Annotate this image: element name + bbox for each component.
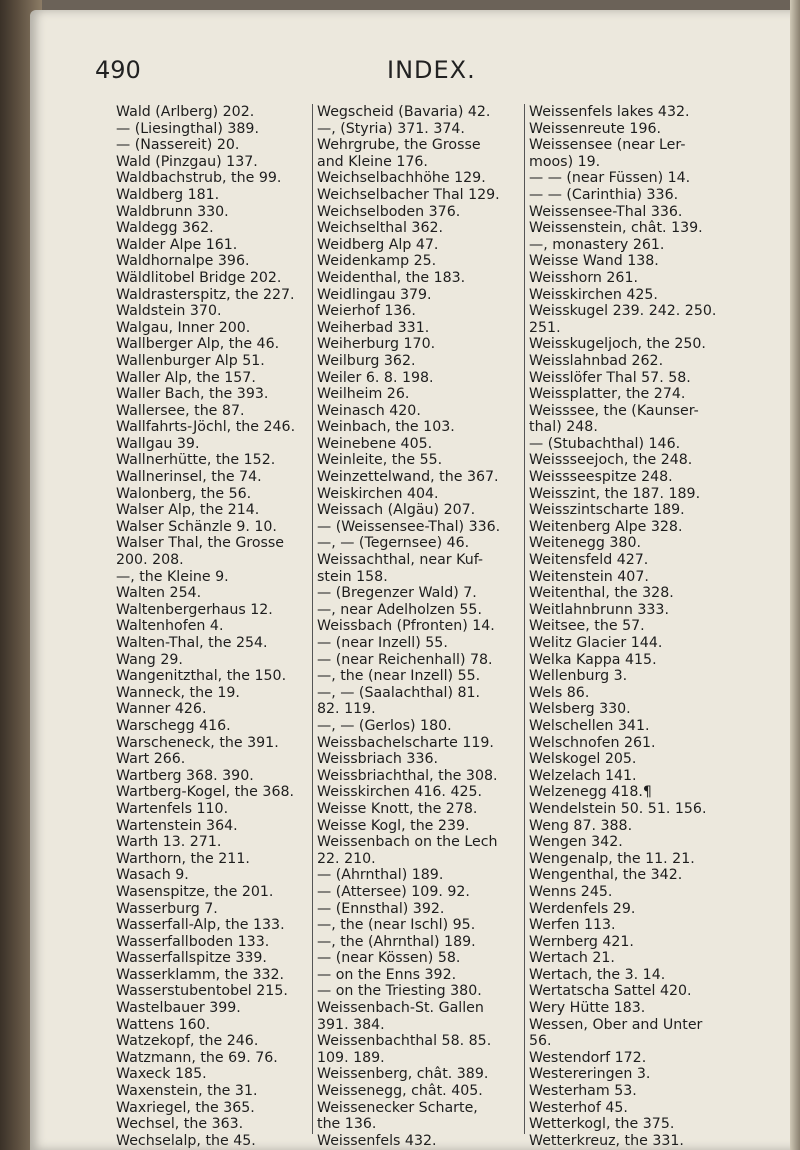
index-entry: Wasserfallboden 133. — [116, 933, 270, 950]
index-entry: 22. 210. — [317, 850, 376, 867]
index-entry: Weitenstein 407. — [529, 568, 649, 585]
index-entry: Wasserfallspitze 339. — [116, 950, 267, 967]
index-entry: Wart 266. — [116, 751, 186, 768]
index-entry: Waller Alp, the 157. — [116, 369, 256, 386]
index-entry: Wertatscha Sattel 420. — [529, 983, 692, 1000]
index-entry: Walser Alp, the 214. — [116, 502, 260, 519]
index-entry: Welskogel 205. — [529, 751, 637, 768]
index-entry: — (Weissensee-Thal) 336. — [317, 518, 501, 535]
index-entry: Weilheim 26. — [317, 386, 410, 403]
index-entry: Weisszint, the 187. 189. — [529, 485, 701, 502]
index-entry: —, the (near Inzell) 55. — [317, 668, 481, 685]
index-entry: Wellenburg 3. — [529, 668, 628, 685]
index-entry: Wertach, the 3. 14. — [529, 966, 666, 983]
index-entry: thal) 248. — [529, 419, 598, 436]
index-entry: Weissenbach-St. Gallen — [317, 1000, 484, 1017]
index-entry: Weichselbachhöhe 129. — [317, 170, 486, 187]
index-entry: Weitsee, the 57. — [529, 618, 645, 635]
index-entry: Waxeck 185. — [116, 1066, 207, 1083]
index-entry: Weidenthal, the 183. — [317, 269, 466, 286]
index-entry: Wengenalp, the 11. 21. — [529, 850, 695, 867]
index-column-2 — [312, 104, 524, 1149]
index-entry: Weisskugel 239. 242. 250. — [529, 303, 717, 320]
index-entry: Wartberg-Kogel, the 368. — [116, 784, 295, 801]
index-entry: 109. 189. — [317, 1049, 385, 1066]
index-entry: 82. 119. — [317, 701, 376, 718]
index-entry: Weisskugeljoch, the 250. — [529, 336, 706, 353]
index-entry: Weissachthal, near Kuf- — [317, 552, 484, 569]
index-entry: and Kleine 176. — [317, 153, 428, 170]
index-entry: Waxriegel, the 365. — [116, 1099, 255, 1116]
index-entry: Watzmann, the 69. 76. — [116, 1049, 278, 1066]
index-entry: — (Nassereit) 20. — [116, 137, 240, 154]
index-entry: Wartenstein 364. — [116, 817, 238, 834]
index-entry: 391. 384. — [317, 1016, 385, 1033]
index-entry: Wasserklamm, the 332. — [116, 966, 285, 983]
index-entry: Waldegg 362. — [116, 220, 214, 237]
index-entry: Wanner 426. — [116, 701, 207, 718]
index-entry: Wessen, Ober and Unter — [529, 1016, 703, 1033]
index-entry: Weichselthal 362. — [317, 220, 444, 237]
index-entry: Warth 13. 271. — [116, 834, 222, 851]
index-entry: stein 158. — [317, 568, 388, 585]
index-entry: Wertach 21. — [529, 950, 615, 967]
index-entry: Weissenfels lakes 432. — [529, 104, 690, 120]
index-entry: —, the (near Ischl) 95. — [317, 917, 476, 934]
index-entry: Weissenbachthal 58. 85. — [317, 1033, 492, 1050]
index-entry: —, — (Saalachthal) 81. — [317, 684, 481, 701]
index-entry: —, the Kleine 9. — [116, 568, 229, 585]
index-entry: Weierhof 136. — [317, 303, 416, 320]
index-entry: Walonberg, the 56. — [116, 485, 252, 502]
index-entry: Werfen 113. — [529, 917, 616, 934]
index-entry: Westereringen 3. — [529, 1066, 651, 1083]
index-entry: — (Ahrnthal) 189. — [317, 867, 444, 884]
index-entry: Weinasch 420. — [317, 402, 421, 419]
index-entry: Welschnofen 261. — [529, 734, 656, 751]
index-entry: Walder Alpe 161. — [116, 236, 238, 253]
index-entry: Waller Bach, the 393. — [116, 386, 269, 403]
index-columns — [100, 104, 790, 1149]
index-entry: Weisse Kogl, the 239. — [317, 817, 470, 834]
index-entry: Wallberger Alp, the 46. — [116, 336, 280, 353]
index-entry: Weissbachelscharte 119. — [317, 734, 494, 751]
index-entry: — (near Kössen) 58. — [317, 950, 461, 967]
index-entry: Wasenspitze, the 201. — [116, 883, 274, 900]
index-entry: Weiherburg 170. — [317, 336, 436, 353]
index-entry: —, the (Ahrnthal) 189. — [317, 933, 476, 950]
index-entry: Weichselboden 376. — [317, 203, 461, 220]
index-entry: Wetterkogl, the 375. — [529, 1116, 675, 1133]
index-entry: Weilburg 362. — [317, 352, 416, 369]
index-entry: Westerham 53. — [529, 1083, 637, 1100]
index-entry: Walten 254. — [116, 585, 202, 602]
index-entry: Welschellen 341. — [529, 717, 650, 734]
index-entry: Weinleite, the 55. — [317, 452, 443, 469]
page-number: 490 — [95, 56, 141, 84]
index-entry: Welka Kappa 415. — [529, 651, 657, 668]
index-entry: the 136. — [317, 1116, 377, 1133]
index-entry: — — (near Füssen) 14. — [529, 170, 691, 187]
index-entry: Wegscheid (Bavaria) 42. — [317, 104, 491, 120]
index-entry: Weng 87. 388. — [529, 817, 633, 834]
running-head: INDEX. — [387, 56, 476, 84]
index-entry: Weissbriach 336. — [317, 751, 439, 768]
index-entry: 200. 208. — [116, 552, 184, 569]
index-entry: Weisskirchen 425. — [529, 286, 658, 303]
index-entry: — (Ennsthal) 392. — [317, 900, 445, 917]
page-edge — [790, 0, 800, 1150]
index-entry: Wallfahrts-Jöchl, the 246. — [116, 419, 296, 436]
index-entry: Wechselalp, the 45. — [116, 1132, 256, 1149]
index-entry: Waldberg 181. — [116, 186, 220, 203]
index-entry: Weissenbach on the Lech — [317, 834, 498, 851]
index-column-1 — [100, 104, 312, 1149]
index-entry: Weichselbacher Thal 129. — [317, 186, 500, 203]
index-entry: Wasserburg 7. — [116, 900, 218, 917]
index-entry: Weissenecker Scharte, — [317, 1099, 478, 1116]
index-entry: 56. — [529, 1033, 552, 1050]
index-entry: Weisszintscharte 189. — [529, 502, 685, 519]
index-entry: Weitlahnbrunn 333. — [529, 601, 669, 618]
index-entry: Waldhornalpe 396. — [116, 253, 250, 270]
index-entry: Weitenberg Alpe 328. — [529, 518, 683, 535]
index-entry: Wang 29. — [116, 651, 183, 668]
index-entry: Wasserstubentobel 215. — [116, 983, 288, 1000]
index-entry: Weissenberg, chât. 389. — [317, 1066, 489, 1083]
index-entry: —, — (Tegernsee) 46. — [317, 535, 470, 552]
index-entry: —, — (Gerlos) 180. — [317, 717, 452, 734]
index-entry: Walten-Thal, the 254. — [116, 635, 268, 651]
index-entry: Weitenthal, the 328. — [529, 585, 674, 602]
index-entry: Waxenstein, the 31. — [116, 1083, 258, 1100]
index-entry: Weissbriachthal, the 308. — [317, 767, 498, 784]
index-entry: Welsberg 330. — [529, 701, 631, 718]
index-entry: —, monastery 261. — [529, 236, 665, 253]
index-entry: Weitenegg 380. — [529, 535, 641, 552]
index-entry: Wanneck, the 19. — [116, 684, 240, 701]
index-entry: Wallnerhütte, the 152. — [116, 452, 276, 469]
index-entry: — on the Triesting 380. — [317, 983, 482, 1000]
index-entry: Weinzettelwand, the 367. — [317, 469, 499, 486]
index-entry: Weinebene 405. — [317, 435, 433, 452]
index-entry: Weissach (Algäu) 207. — [317, 502, 476, 519]
index-entry: Wery Hütte 183. — [529, 1000, 646, 1017]
index-entry: Wechsel, the 363. — [116, 1116, 244, 1133]
index-entry: Wallenburger Alp 51. — [116, 352, 265, 369]
index-entry: Westendorf 172. — [529, 1049, 647, 1066]
index-entry: Weisse Wand 138. — [529, 253, 659, 270]
index-entry: Walgau, Inner 200. — [116, 319, 251, 336]
index-entry: Werdenfels 29. — [529, 900, 636, 917]
index-entry: —, near Adelholzen 55. — [317, 601, 482, 618]
index-entry: Wernberg 421. — [529, 933, 634, 950]
index-entry: Wels 86. — [529, 684, 590, 701]
index-entry: Wasach 9. — [116, 867, 189, 884]
index-entry: Wastelbauer 399. — [116, 1000, 241, 1017]
index-entry: Wallnerinsel, the 74. — [116, 469, 262, 486]
index-entry: Wäldlitobel Bridge 202. — [116, 269, 282, 286]
index-entry: Weissseejoch, the 248. — [529, 452, 693, 469]
index-entry: Weiler 6. 8. 198. — [317, 369, 434, 386]
index-entry: — (Bregenzer Wald) 7. — [317, 585, 477, 602]
index-entry: Weiskirchen 404. — [317, 485, 439, 502]
index-entry: Welzenegg 418.¶ — [529, 784, 652, 801]
index-entry: Weissenstein, chât. 139. — [529, 220, 703, 237]
index-entry: Wald (Pinzgau) 137. — [116, 153, 258, 170]
index-entry: — (Liesingthal) 389. — [116, 120, 259, 137]
index-entry: Wengen 342. — [529, 834, 623, 851]
index-entry: Waldstein 370. — [116, 303, 222, 320]
index-entry: Waltenhofen 4. — [116, 618, 224, 635]
index-entry: Weissensee-Thal 336. — [529, 203, 683, 220]
index-entry: Wenns 245. — [529, 883, 613, 900]
index-entry: Wartberg 368. 390. — [116, 767, 254, 784]
index-entry: Welitz Glacier 144. — [529, 635, 663, 651]
index-entry: Warthorn, the 211. — [116, 850, 250, 867]
index-entry: Weissenfels 432. — [317, 1132, 437, 1149]
index-entry: Weisssee, the (Kaunser- — [529, 402, 699, 419]
index-entry: Waldbrunn 330. — [116, 203, 229, 220]
page-header — [95, 56, 775, 86]
index-entry: Weissseespitze 248. — [529, 469, 673, 486]
index-entry: Weidberg Alp 47. — [317, 236, 439, 253]
index-entry: — (near Reichenhall) 78. — [317, 651, 493, 668]
index-entry: Weitensfeld 427. — [529, 552, 649, 569]
index-entry: Warscheneck, the 391. — [116, 734, 279, 751]
index-entry: Weidenkamp 25. — [317, 253, 437, 270]
index-entry: Warschegg 416. — [116, 717, 231, 734]
index-entry: Walser Thal, the Grosse — [116, 535, 285, 552]
index-entry: Weissbach (Pfronten) 14. — [317, 618, 495, 635]
index-entry: Weissenegg, chât. 405. — [317, 1083, 483, 1100]
index-entry: Wasserfall-Alp, the 133. — [116, 917, 285, 934]
index-entry: Westerhof 45. — [529, 1099, 628, 1116]
index-entry: Weisse Knott, the 278. — [317, 800, 478, 817]
index-entry: Wangenitzthal, the 150. — [116, 668, 287, 685]
index-entry: Watzekopf, the 246. — [116, 1033, 259, 1050]
index-entry: Wehrgrube, the Grosse — [317, 137, 481, 154]
index-entry: — — (Carinthia) 336. — [529, 186, 679, 203]
index-entry: — (near Inzell) 55. — [317, 635, 448, 651]
index-column-3 — [524, 104, 790, 1149]
index-entry: Walser Schänzle 9. 10. — [116, 518, 277, 535]
index-entry: Wendelstein 50. 51. 156. — [529, 800, 707, 817]
index-entry: Waltenbergerhaus 12. — [116, 601, 273, 618]
index-entry: Wengenthal, the 342. — [529, 867, 683, 884]
index-entry: Weisskirchen 416. 425. — [317, 784, 483, 801]
index-entry: Welzelach 141. — [529, 767, 637, 784]
index-entry: Waldrasterspitz, the 227. — [116, 286, 295, 303]
index-entry: Wallersee, the 87. — [116, 402, 245, 419]
index-entry: Wetterkreuz, the 331. — [529, 1132, 684, 1149]
index-entry: Weissplatter, the 274. — [529, 386, 686, 403]
index-entry: —, (Styria) 371. 374. — [317, 120, 465, 137]
index-entry: — on the Enns 392. — [317, 966, 457, 983]
index-entry: 251. — [529, 319, 561, 336]
index-entry: — (Attersee) 109. 92. — [317, 883, 470, 900]
index-entry: Waldbachstrub, the 99. — [116, 170, 282, 187]
index-entry: Weisslöfer Thal 57. 58. — [529, 369, 691, 386]
index-entry: Wald (Arlberg) 202. — [116, 104, 255, 120]
index-entry: Weiherbad 331. — [317, 319, 430, 336]
index-entry: Wartenfels 110. — [116, 800, 229, 817]
index-entry: moos) 19. — [529, 153, 601, 170]
index-entry: — (Stubachthal) 146. — [529, 435, 681, 452]
index-entry: Weinbach, the 103. — [317, 419, 455, 436]
index-entry: Weidlingau 379. — [317, 286, 432, 303]
index-entry: Wallgau 39. — [116, 435, 200, 452]
index-entry: Weisshorn 261. — [529, 269, 638, 286]
index-entry: Weissenreute 196. — [529, 120, 662, 137]
index-entry: Weissensee (near Ler- — [529, 137, 686, 154]
index-entry: Wattens 160. — [116, 1016, 211, 1033]
index-entry: Weisslahnbad 262. — [529, 352, 664, 369]
